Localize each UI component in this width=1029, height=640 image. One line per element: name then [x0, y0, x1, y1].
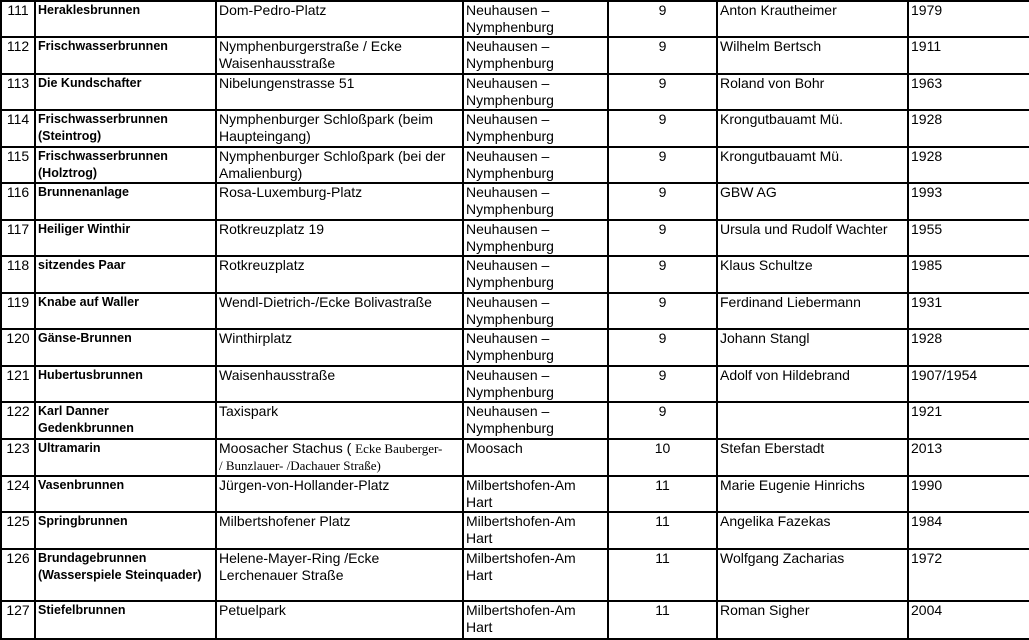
table-row	[1, 549, 1029, 601]
fountain-name: Frischwasserbrunnen (Steintrog)	[35, 110, 216, 147]
district: Milbertshofen-Am Hart	[463, 549, 608, 601]
location	[216, 439, 463, 476]
year: 1931	[908, 293, 1029, 329]
year: 1990	[908, 476, 1029, 512]
location: Rosa-Luxemburg-Platz	[216, 183, 463, 220]
table-row	[1, 512, 1029, 549]
artist: Krongutbauamt Mü.	[717, 110, 908, 147]
district: Milbertshofen-Am Hart	[463, 476, 608, 512]
year: 2004	[908, 601, 1029, 639]
year: 1963	[908, 74, 1029, 110]
row-number: 116	[1, 183, 35, 220]
location-main: Moosacher Stachus (	[219, 440, 356, 456]
table-row	[1, 147, 1029, 183]
district-number: 9	[608, 256, 717, 293]
row-number: 121	[1, 366, 35, 402]
district: Milbertshofen-Am Hart	[463, 601, 608, 639]
fountain-name: Knabe auf Waller	[35, 293, 216, 329]
location: Nibelungenstrasse 51	[216, 74, 463, 110]
district: Neuhausen – Nymphenburg	[463, 329, 608, 366]
year: 1907/1954	[908, 366, 1029, 402]
location: Nymphenburgerstraße / Ecke Waisenhausstraße	[216, 37, 463, 74]
location: Wendl-Dietrich-/Ecke Bolivastraße	[216, 293, 463, 329]
location: Dom-Pedro-Platz	[216, 1, 463, 37]
district-number: 11	[608, 549, 717, 601]
year: 1928	[908, 329, 1029, 366]
district: Neuhausen – Nymphenburg	[463, 293, 608, 329]
row-number: 120	[1, 329, 35, 366]
district-number: 9	[608, 74, 717, 110]
district-number: 9	[608, 329, 717, 366]
district: Neuhausen – Nymphenburg	[463, 147, 608, 183]
district-number: 9	[608, 37, 717, 74]
location: Jürgen-von-Hollander-Platz	[216, 476, 463, 512]
row-number: 114	[1, 110, 35, 147]
year: 1972	[908, 549, 1029, 601]
row-number: 127	[1, 601, 35, 639]
fountain-name: Hubertusbrunnen	[35, 366, 216, 402]
fountain-name: Frischwasserbrunnen	[35, 37, 216, 74]
table-row	[1, 74, 1029, 110]
row-number: 113	[1, 74, 35, 110]
row-number: 123	[1, 439, 35, 476]
fountain-name: Brunnenanlage	[35, 183, 216, 220]
district: Neuhausen – Nymphenburg	[463, 256, 608, 293]
table-row	[1, 183, 1029, 220]
district-number: 11	[608, 512, 717, 549]
artist: Ferdinand Liebermann	[717, 293, 908, 329]
table-row	[1, 220, 1029, 256]
district-number: 9	[608, 183, 717, 220]
year: 1928	[908, 147, 1029, 183]
fountain-name: Heraklesbrunnen	[35, 1, 216, 37]
district-number: 9	[608, 366, 717, 402]
artist: GBW AG	[717, 183, 908, 220]
district-number: 10	[608, 439, 717, 476]
row-number: 124	[1, 476, 35, 512]
district: Neuhausen – Nymphenburg	[463, 110, 608, 147]
table-row	[1, 366, 1029, 402]
artist: Stefan Eberstadt	[717, 439, 908, 476]
fountain-name: Ultramarin	[35, 439, 216, 476]
row-number: 122	[1, 402, 35, 439]
location: Nymphenburger Schloßpark (bei der Amalienburg)	[216, 147, 463, 183]
fountain-name: Springbrunnen	[35, 512, 216, 549]
year: 1979	[908, 1, 1029, 37]
artist: Anton Krautheimer	[717, 1, 908, 37]
table-row	[1, 601, 1029, 639]
district: Neuhausen – Nymphenburg	[463, 37, 608, 74]
district: Milbertshofen-Am Hart	[463, 512, 608, 549]
fountain-name: Gänse-Brunnen	[35, 329, 216, 366]
fountain-name: sitzendes Paar	[35, 256, 216, 293]
district-number: 9	[608, 293, 717, 329]
fountain-name: Vasenbrunnen	[35, 476, 216, 512]
table-row	[1, 402, 1029, 439]
artist: Roland von Bohr	[717, 74, 908, 110]
row-number: 118	[1, 256, 35, 293]
location: Nymphenburger Schloßpark (beim Haupteingang)	[216, 110, 463, 147]
district: Moosach	[463, 439, 608, 476]
artist: Adolf von Hildebrand	[717, 366, 908, 402]
year: 1985	[908, 256, 1029, 293]
location: Petuelpark	[216, 601, 463, 639]
fountain-name: Frischwasserbrunnen (Holztrog)	[35, 147, 216, 183]
district: Neuhausen – Nymphenburg	[463, 366, 608, 402]
district-number: 11	[608, 601, 717, 639]
district-number: 9	[608, 220, 717, 256]
table-row	[1, 37, 1029, 74]
location: Rotkreuzplatz 19	[216, 220, 463, 256]
table-row	[1, 110, 1029, 147]
artist	[717, 402, 908, 439]
fountain-name: Karl Danner Gedenkbrunnen	[35, 402, 216, 439]
district: Neuhausen – Nymphenburg	[463, 1, 608, 37]
table-body	[1, 1, 1029, 639]
location: Rotkreuzplatz	[216, 256, 463, 293]
year: 1993	[908, 183, 1029, 220]
row-number: 117	[1, 220, 35, 256]
district: Neuhausen – Nymphenburg	[463, 402, 608, 439]
artist: Klaus Schultze	[717, 256, 908, 293]
artist: Angelika Fazekas	[717, 512, 908, 549]
location: Taxispark	[216, 402, 463, 439]
row-number: 115	[1, 147, 35, 183]
row-number: 119	[1, 293, 35, 329]
location: Winthirplatz	[216, 329, 463, 366]
fountain-name: Heiliger Winthir	[35, 220, 216, 256]
artist: Marie Eugenie Hinrichs	[717, 476, 908, 512]
year: 1955	[908, 220, 1029, 256]
artist: Krongutbauamt Mü.	[717, 147, 908, 183]
table-row	[1, 293, 1029, 329]
table-row	[1, 476, 1029, 512]
district: Neuhausen – Nymphenburg	[463, 183, 608, 220]
district: Neuhausen – Nymphenburg	[463, 74, 608, 110]
fountain-name: Stiefelbrunnen	[35, 601, 216, 639]
district-number: 9	[608, 110, 717, 147]
location: Helene-Mayer-Ring /Ecke Lerchenauer Straße	[216, 549, 463, 601]
year: 1911	[908, 37, 1029, 74]
table-row	[1, 256, 1029, 293]
artist: Ursula und Rudolf Wachter	[717, 220, 908, 256]
district-number: 9	[608, 1, 717, 37]
fountain-name: Brundagebrunnen (Wasserspiele Steinquader)	[35, 549, 216, 601]
table-row	[1, 439, 1029, 476]
table-row	[1, 329, 1029, 366]
district-number: 11	[608, 476, 717, 512]
district: Neuhausen – Nymphenburg	[463, 220, 608, 256]
year: 2013	[908, 439, 1029, 476]
table-row	[1, 1, 1029, 37]
location: Milbertshofener Platz	[216, 512, 463, 549]
row-number: 112	[1, 37, 35, 74]
artist: Wilhelm Bertsch	[717, 37, 908, 74]
district-number: 9	[608, 402, 717, 439]
district-number: 9	[608, 147, 717, 183]
location: Waisenhausstraße	[216, 366, 463, 402]
row-number: 111	[1, 1, 35, 37]
fountain-name: Die Kundschafter	[35, 74, 216, 110]
year: 1928	[908, 110, 1029, 147]
year: 1921	[908, 402, 1029, 439]
artist: Roman Sigher	[717, 601, 908, 639]
row-number: 125	[1, 512, 35, 549]
location-detail: Ecke Bauberger- / Bunzlauer- /Dachauer Straße)	[219, 441, 443, 473]
row-number: 126	[1, 549, 35, 601]
artist: Wolfgang Zacharias	[717, 549, 908, 601]
artist: Johann Stangl	[717, 329, 908, 366]
year: 1984	[908, 512, 1029, 549]
